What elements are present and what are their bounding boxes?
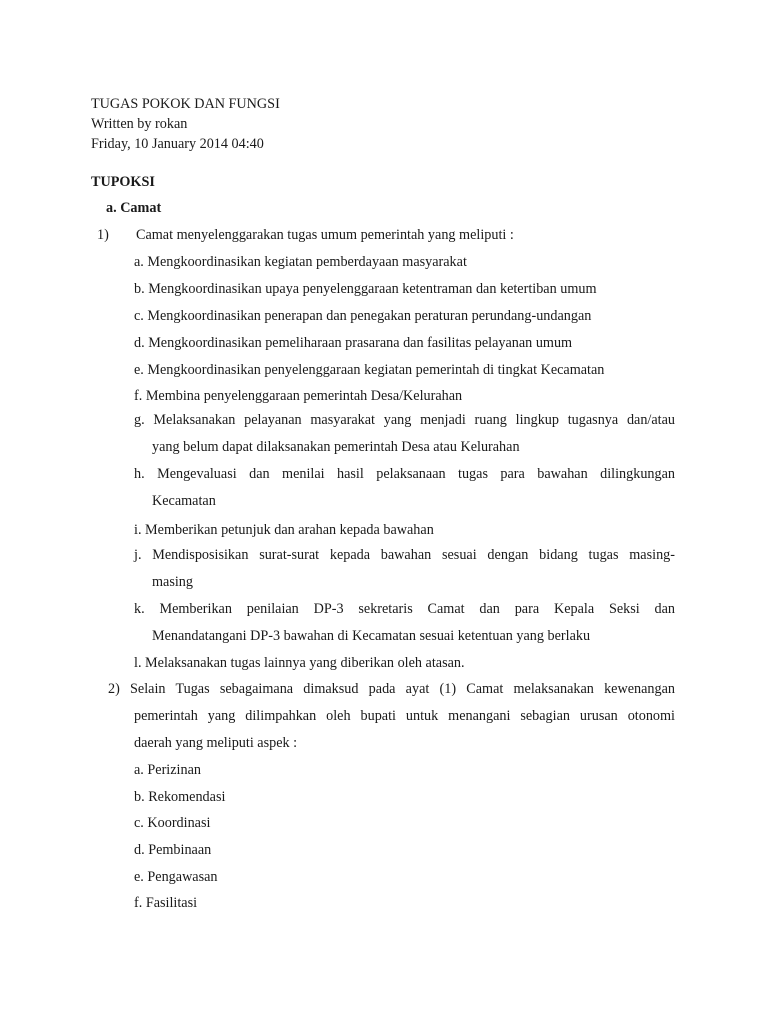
section-heading: TUPOKSI bbox=[91, 174, 155, 190]
list-item-line: masing bbox=[152, 574, 193, 590]
doc-title: TUGAS POKOK DAN FUNGSI bbox=[91, 96, 280, 112]
paragraph-line: 2) Selain Tugas sebagaimana dimaksud pada ayat (1) Camat melaksanakan kewenangan bbox=[108, 681, 675, 697]
list-item-line: k. Memberikan penilaian DP-3 sekretaris Camat dan para Kepala Seksi dan bbox=[134, 601, 675, 617]
list-item: e. Mengkoordinasikan penyelenggaraan kegiatan pemerintah di tingkat Kecamatan bbox=[134, 362, 605, 378]
list-item: f. Fasilitasi bbox=[134, 895, 198, 911]
list-item-line: g. Melaksanakan pelayanan masyarakat yang menjadi ruang lingkup tugasnya dan/atau bbox=[134, 412, 675, 428]
doc-author: Written by rokan bbox=[91, 116, 188, 132]
list-item: d. Mengkoordinasikan pemeliharaan prasarana dan fasilitas pelayanan umum bbox=[134, 335, 573, 351]
paragraph-2 bbox=[108, 676, 675, 757]
section-subheading: a. Camat bbox=[106, 200, 162, 216]
paragraph-line: daerah yang meliputi aspek : bbox=[134, 735, 298, 751]
list-item: e. Pengawasan bbox=[134, 869, 218, 885]
list-item: c. Mengkoordinasikan penerapan dan penegakan peraturan perundang-undangan bbox=[134, 308, 592, 324]
list-item bbox=[134, 461, 675, 515]
list-item bbox=[134, 407, 675, 461]
list-item: c. Koordinasi bbox=[134, 815, 211, 831]
paragraph-text: Camat menyelenggarakan tugas umum pemerintah yang meliputi : bbox=[136, 227, 514, 243]
list-item-line: yang belum dapat dilaksanakan pemerintah Desa atau Kelurahan bbox=[152, 439, 520, 455]
doc-date: Friday, 10 January 2014 04:40 bbox=[91, 136, 264, 152]
list-item: i. Memberikan petunjuk dan arahan kepada bawahan bbox=[134, 522, 434, 538]
list-item bbox=[134, 596, 675, 650]
list-item: a. Mengkoordinasikan kegiatan pemberdayaan masyarakat bbox=[134, 254, 467, 270]
list-item: b. Rekomendasi bbox=[134, 789, 226, 805]
list-item bbox=[134, 542, 675, 596]
list-item-line: j. Mendisposisikan surat-surat kepada bawahan sesuai dengan bidang tugas masing- bbox=[134, 547, 675, 563]
list-item-line: Kecamatan bbox=[152, 493, 216, 509]
list-item: d. Pembinaan bbox=[134, 842, 212, 858]
paragraph-number: 1) bbox=[97, 227, 109, 243]
list-item-line: h. Mengevaluasi dan menilai hasil pelaksanaan tugas para bawahan dilingkungan bbox=[134, 466, 675, 482]
list-item: b. Mengkoordinasikan upaya penyelenggaraan ketentraman dan ketertiban umum bbox=[134, 281, 597, 297]
list-item: l. Melaksanakan tugas lainnya yang diberikan oleh atasan. bbox=[134, 655, 465, 671]
paragraph-line: pemerintah yang dilimpahkan oleh bupati untuk menangani sebagian urusan otonomi bbox=[134, 708, 675, 724]
list-item: f. Membina penyelenggaraan pemerintah Desa/Kelurahan bbox=[134, 388, 463, 404]
list-item: a. Perizinan bbox=[134, 762, 201, 778]
list-item-line: Menandatangani DP-3 bawahan di Kecamatan sesuai ketentuan yang berlaku bbox=[152, 628, 591, 644]
